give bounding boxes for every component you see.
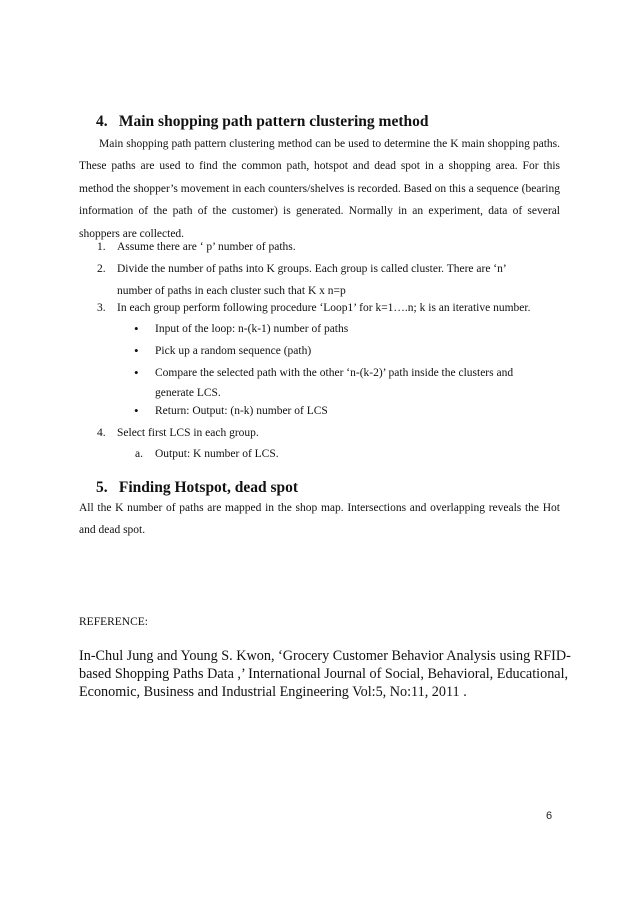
step-2-text-line-2: number of paths in each cluster such that K x n=p xyxy=(117,285,346,297)
loop-bullet-3-text-line-1: Compare the selected path with the other ‘n-(k-2)’ path inside the clusters and xyxy=(155,367,514,379)
section-5-title: Finding Hotspot, dead spot xyxy=(118,479,299,496)
step-3-marker: 3. xyxy=(97,302,106,314)
section-4-number: 4. xyxy=(96,113,108,130)
loop-bullet-2-text: Pick up a random sequence (path) xyxy=(155,345,312,357)
section-4-heading xyxy=(96,113,428,131)
loop-bullet-1-marker: • xyxy=(134,321,139,336)
section-5-heading xyxy=(96,479,298,497)
reference-label: REFERENCE: xyxy=(79,616,149,628)
step-4-marker: 4. xyxy=(97,427,106,439)
loop-bullet-4-marker: • xyxy=(134,403,139,418)
loop-bullet-3-text-line-2: generate LCS. xyxy=(155,387,221,399)
step-1-marker: 1. xyxy=(97,241,106,253)
section-5-paragraph: All the K number of paths are mapped in the shop map. Intersections and overlapping reveals the Hot and dead spot. xyxy=(79,502,560,537)
step-1-text: Assume there are ‘ p’ number of paths. xyxy=(117,241,296,253)
step-2-marker: 2. xyxy=(97,263,106,275)
section-4-title: Main shopping path pattern clustering method xyxy=(118,113,429,130)
step-2-text-line-1: Divide the number of paths into K groups. Each group is called cluster. There are ‘n’ xyxy=(117,263,507,275)
loop-bullet-1-text: Input of the loop: n-(k-1) number of paths xyxy=(155,323,349,335)
loop-bullet-3-marker: • xyxy=(134,365,139,380)
step-4-text: Select first LCS in each group. xyxy=(117,427,259,439)
section-4-paragraph: Main shopping path pattern clustering method can be used to determine the K main shopping paths. These paths are used to find the common path, hotspot and dead spot in a shopping area. For this method the shopper’s movement in each counters/shelves is recorded. Based on this a sequence (bearing information of the path of the customer) is generated. Normally in an experiment, data of several shoppers are collected. xyxy=(79,138,560,240)
page-number: 6 xyxy=(546,810,553,822)
reference-text: In-Chul Jung and Young S. Kwon, ‘Grocery Customer Behavior Analysis using RFID-based Shopping Paths Data ,’ International Journal of Social, Behavioral, Educational, Economic, Business and Industrial Engineering Vol:5, No:11, 2011 . xyxy=(79,648,571,700)
section-5-number: 5. xyxy=(96,479,108,496)
step-3-text: In each group perform following procedure ‘Loop1’ for k=1….n; k is an iterative number. xyxy=(117,302,531,314)
loop-bullet-2-marker: • xyxy=(134,343,139,358)
sub-item-a-text: Output: K number of LCS. xyxy=(155,448,279,460)
loop-bullet-4-text: Return: Output: (n-k) number of LCS xyxy=(155,405,328,417)
sub-item-a-marker: a. xyxy=(135,448,143,460)
